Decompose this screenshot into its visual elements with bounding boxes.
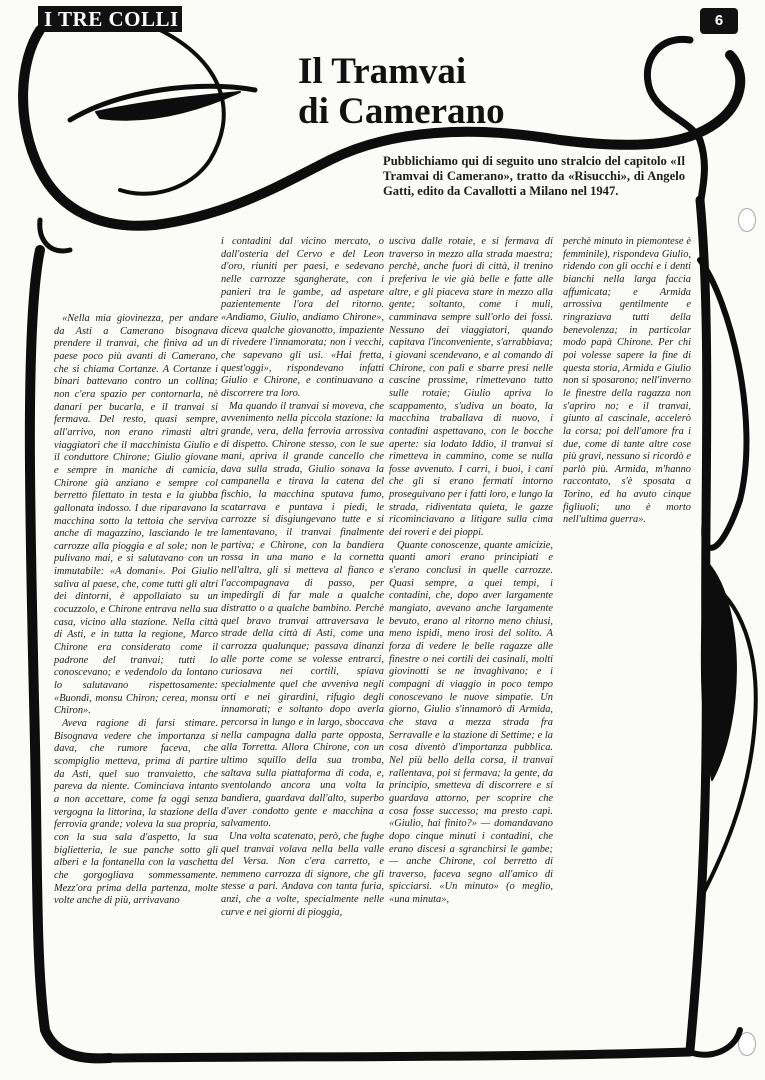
paragraph: Aveva ragione di farsi stimare. Bisognava vedere che importanza si dava, che rumore faceva, che scompiglio metteva, prima di partire da Asti, quel suo tranvaietto, che pareva da niente. Cominciava intanto a non accettare, come fa oggi senza vergogna la littorina, la stazione della ferrovia grande; voleva la sua propria, con la sua sala d'aspetto, la sua biglietteria, le sue panche sotto gli alberi e la fontanella con la vaschetta che gorgogliava sommessamente. Mezz'ora prima della partenza, molte volte anche di più, arrivavano bbox=[54, 718, 218, 907]
frame-right-leaf bbox=[702, 560, 736, 780]
paragraph: Quante conoscenze, quante amicizie, quanti amori erano principiati e s'erano conclusi in quelle carrozze. Quasi sempre, a quei tempi, i contadini, che, dopo aver largamente mangiato, avevano anche largamente bevuto, erano al ritorno meno chiusi, meno ispidi, meno irosi del solito. A forza di vedere le belle ragazze alle finestre o nei cortili dei casinali, molti giovinotti se ne invaghivano; e i compagni di viaggio in poco tempo conoscevano le nuove simpatie. Un giorno, Giulio s'innamorò di Armida, che stava a mezza strada fra Serravalle e la stazione di Settime; e la cosa diventò d'importanza pubblica. Nel più bello della corsa, il tranvai rallentava, poi si fermava; la gente, da principio, smetteva di discorrere e si guardava attorno, per scoprire che cosa fosse successo; ma presto capì. «Giulio, hai finito?» — domandavano dopo cinque minuti i contadini, che erano discesi a sgranchirsi le gambe; — anche Chirone, col berretto di traverso, faceva segno all'amico di spicciarsi. «Un minuto» (o meglio, «una minuta», bbox=[389, 539, 553, 906]
paragraph: usciva dalle rotaie, e si fermava di traverso in mezzo alla strada maestra; perchè, anche fuori di città, il trenino preferiva le vie già belle e fatte alle altre, e gli piaceva stare in mezzo alla gente; soltanto, come i muli, camminava sempre sull'orlo dei fossi. Nessuno dei viaggiatori, quando capitava l'inconveniente, s'arrabbiava; i giovani scendevano, e al comando di Chirone, con pali e sbarre presi nelle cascine prossime, rimettevano tutto sulle rotaie; Giulio apriva lo scappamento, s'udiva un boato, la macchina traballava di nuovo, i contadini aspettavano, con le bocche aperte: sia lodato Iddio, il tranvai si rimetteva in cammino, come se nulla fosse avvenuto. I carri, i buoi, i cani che gli si erano fermati intorno proseguivano per i fatti loro, e lungo la strada, ridiventata quieta, le gazze ricominciavano a litigare sulla cima dei roveri e dei pioppi. bbox=[389, 236, 553, 539]
page-number-text: 6 bbox=[714, 12, 724, 29]
title-line-2: di Camerano bbox=[298, 91, 505, 132]
article-column-3 bbox=[389, 236, 553, 907]
masthead-text: I TRE COLLI bbox=[44, 7, 179, 31]
paragraph: i contadini dal vicino mercato, o dall'osteria del Cervo e del Leon d'oro, riuniti per paesi, e sedevano nelle carrozze sgangherate, con i panieri tra le gambe, ad aspetare pazientemente l'ora del ritorno. «Andiamo, Giulio, andiamo Chirone», diceva qualche giovanotto, impaziente di rivedere l'innamorata; non i vecchi, che sapevano gli usi. «Hai fretta, quest'oggi», rispondevano infatti Giulio e Chirone, e continuavano a discorrere tra loro. bbox=[221, 236, 384, 399]
frame-left-inner bbox=[40, 220, 70, 251]
frame-bottom-border bbox=[110, 1052, 690, 1058]
article-column-4 bbox=[563, 236, 691, 527]
frame-bottom-right-hook bbox=[690, 1030, 740, 1055]
paragraph: Una volta scatenato, però, che fughe quel tranvai volava nella bella valle del Versa. Non c'era carretto, e nemmeno carrozza di signore, che gli stesse a pari. Andava con tanta furia, anzi, che a volte, specialmente nelle curve e nei giorni di pioggia, bbox=[221, 830, 384, 918]
paragraph: «Nella mia giovinezza, per andare da Asti a Camerano bisognava prendere il tranvai, che finiva ad un paese poco più avanti di Camerano, che si chiama Cortanze. A Cortanze i binari battevano contro un collina; non c'era spazio per contornarla, nè danari per bucarla, e il tranvai si fermava. Del resto, quasi sempre, all'arrivo, non erano rimasti altri viaggiatori che il macchinista Giulio e il conduttore Chirone; Giulio giovane e sempre in maniche di camicia, Chirone già anziano e sempre col berretto filettato in testa e la giubba gallonata indosso. I due riparavano la macchina sotto la tettoia che serviva anche di magazzino, lasciando le tre carrozze alla pioggia e al sole; non le pulivano mai, e si salutavano con un immutabile: «A domani». Poi Giulio saliva al paese, che, come tutti gli altri dei dintorni, è appollaiato su un cocuzzolo, e Chirone entrava nella sua casa, vicino alla stazione. Nella città di Asti, e in tutta la regione, Marco Chirone era considerato come il padrone del tranvai; tutti lo conoscevano; e vedendolo da lontano lo salutavano rispettosamente: «Buondì, monsu Chiron; cerea, monsu Chiron». bbox=[54, 313, 218, 717]
title-line-1: Il Tramvai bbox=[298, 51, 467, 92]
article-title bbox=[298, 52, 628, 132]
article-intro: Pubblichiamo qui di seguito uno stralcio del capitolo «Il Tramvai di Camerano», tratto da «Risucchi», di Angelo Gatti, edito da Cavallotti a Milano nel 1947. bbox=[383, 154, 685, 198]
article-column-1 bbox=[54, 313, 218, 908]
frame-left-leaf bbox=[96, 92, 240, 120]
article-column-2 bbox=[221, 236, 384, 919]
paragraph: perchè minuto in piemontese è femminile), rispondeva Giulio, ridendo con gli occhi e i denti bianchi nella larga faccia affumicata; e Armida arrossiva gentilmente e ringraziava tutti della benevolenza; in particolar modo papà Chirone. Per chi poi volesse sapere la fine di questa storia, Armida e Giulio non si sposarono; nell'inverno le finestre della ragazza non s'apriro no; e il tranvai, giunto al cascinale, accelerò la corsa; poi dell'amore fra i due, come di tante altre cose più gravi, nessuno si ricordò e parlò più. Armida, m'hanno raccontato, s'è sposata a Torino, ed ha avuto cinque figliuoli; uno è morto nell'ultima guerra». bbox=[563, 236, 691, 526]
paragraph: Ma quando il tranvai si moveva, che avvenimento nella piccola stazione: la grande, vera, della ferrovia arrossiva di dispetto. Chirone stesso, con le sue mani, apriva il grande cancello che dava sulla strada, Giulio sonava la campanella e tirava la catena del fischio, la macchina sputava fumo, scatarrava e puntava i piedi, le carrozze si disgiungevano tutte e si lamentavano, il tranvai finalmente partiva; e Chirone, con la bandiera rossa in una mano e la cornetta nell'altra, gli si metteva al fianco e l'accompagnava di passo, per impedirgli di far male a qualche distratto o a qualche bambino. Perchè quel bravo tranvai attraversava le strade della città di Asti, come una carrozza qualunque; passava dinanzi alle porte come se volesse entrarci, curiosava nei cortili, spiava specialmente quel che avveniva negli orti e nei girardini, rifugio degli innamorati; e soltanto dopo averla percorsa in lungo e in largo, sboccava nella campagna dalla parte opposta, alla Torretta. Allora Chirone, con un ultimo squillo della sua tromba, saltava sulla piattaforma di coda, e, sventolando ancora una volta la bandiera, guardava dall'alto, superbo d'aver condotto gente e macchina a salvamento. bbox=[221, 400, 384, 830]
